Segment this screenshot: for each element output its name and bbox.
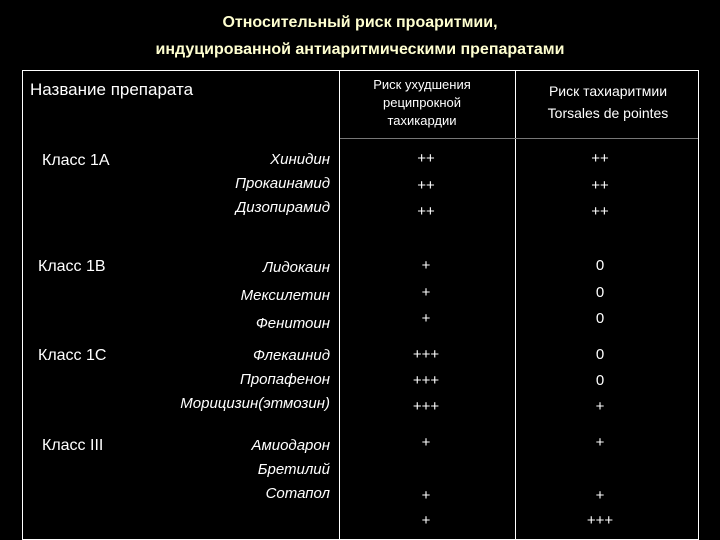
risk2-value: + xyxy=(595,434,605,451)
class-label: Класс III xyxy=(42,437,104,454)
drug-name: Мексилетин xyxy=(240,287,330,304)
slide-title-line-1: Относительный риск проаритмии, xyxy=(222,14,498,31)
risk2-value: 0 xyxy=(595,257,605,274)
risk1-value: + xyxy=(421,434,431,451)
drug-name: Морицизин(этмозин) xyxy=(180,395,330,412)
risk1-value: + xyxy=(421,487,431,504)
header-risk-reentrant xyxy=(342,76,502,130)
header-divider xyxy=(340,138,698,139)
risk2-value: ++ xyxy=(591,150,609,167)
proarrhythmia-table xyxy=(22,70,699,540)
risk2-value: ++ xyxy=(591,203,609,220)
risk2-value: 0 xyxy=(595,284,605,301)
risk1-value: ++ xyxy=(417,150,435,167)
risk1-value: + xyxy=(421,257,431,274)
drug-name: Фенитоин xyxy=(255,315,330,332)
drug-list-1c xyxy=(120,344,330,416)
risk1-value: ++ xyxy=(417,203,435,220)
risk2-value: + xyxy=(595,487,605,504)
header-risk-reentrant-line-1: Риск ухудшения xyxy=(373,77,471,92)
risk1-value: + xyxy=(421,512,431,529)
risk1-value: + xyxy=(421,284,431,301)
risk1-column-cell xyxy=(340,71,515,539)
risk2-value: + xyxy=(595,398,605,415)
drug-list-1a xyxy=(150,148,330,220)
risk1-value: + xyxy=(421,310,431,327)
risk2-value: 0 xyxy=(595,310,605,327)
drug-name: Хинидин xyxy=(270,151,330,168)
drug-name: Бретилий xyxy=(257,461,330,478)
drug-list-iii xyxy=(150,434,330,506)
drug-name: Дизопирамид xyxy=(235,199,330,216)
slide-title-line-2: индуцированной антиаритмическими препаратами xyxy=(155,41,565,58)
risk2-value: 0 xyxy=(595,346,605,363)
risk2-value: ++ xyxy=(591,177,609,194)
header-drug-name: Название препарата xyxy=(30,80,194,99)
drug-name: Лидокаин xyxy=(262,259,330,276)
drug-name: Флекаинид xyxy=(252,347,330,364)
header-risk-reentrant-line-2: реципрокной xyxy=(382,95,462,110)
risk2-column-cell xyxy=(516,71,698,539)
header-risk-reentrant-line-3: тахикардии xyxy=(387,113,457,128)
drug-name: Прокаинамид xyxy=(235,175,330,192)
risk1-value: +++ xyxy=(412,346,440,363)
class-label: Класс 1С xyxy=(38,347,107,364)
risk1-value: +++ xyxy=(412,398,440,415)
header-risk-torsades-line-1: Риск тахиаритмии xyxy=(548,83,668,99)
header-risk-torsades-line-2: Torsales de pointes xyxy=(547,105,669,121)
risk2-value: +++ xyxy=(586,512,614,529)
class-label: Класс 1В xyxy=(38,258,106,275)
class-label: Класс 1А xyxy=(42,152,110,169)
risk1-value: +++ xyxy=(412,372,440,389)
drug-name: Сотапол xyxy=(265,485,330,502)
drug-name: Амиодарон xyxy=(251,437,330,454)
risk1-value: ++ xyxy=(417,177,435,194)
drug-list-1b xyxy=(150,254,330,338)
risk2-value: 0 xyxy=(595,372,605,389)
drug-name: Пропафенон xyxy=(239,371,330,388)
header-risk-torsades xyxy=(518,80,698,124)
